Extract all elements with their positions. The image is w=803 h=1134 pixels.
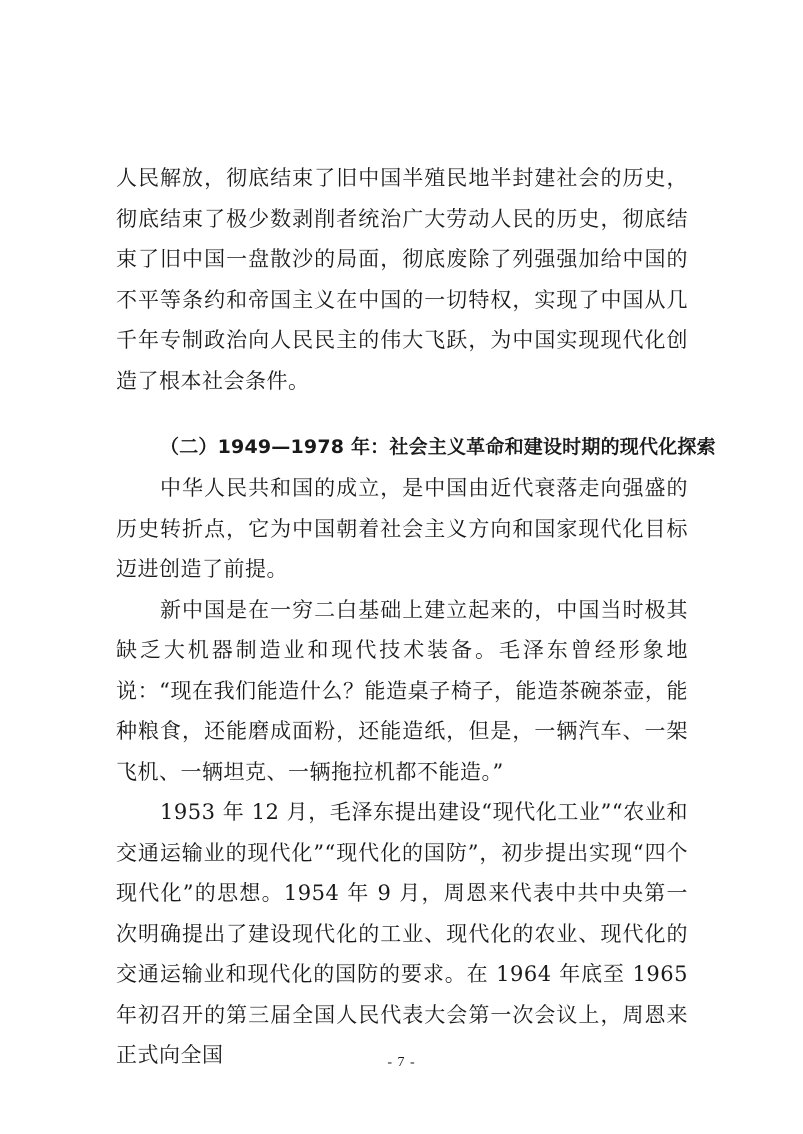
paragraph-prc-founding: 中华人民共和国的成立，是中国由近代衰落走向强盛的历史转折点，它为中国朝着社会主义方向和国家现代化目标迈进创造了前提。 <box>116 476 688 581</box>
paragraph-four-modernizations: 1953 年 12 月，毛泽东提出建设“现代化工业”“农业和交通运输业的现代化”“现代化的国防”，初步提出实现“四个现代化”的思想。1954 年 9 月，周恩来代表中共中央第一次明确提出了建设现代化的工业、现代化的农业、现代化的交通运输业和现代化的国防的要求。在 1964 年底至 1965 年初召开的第三届全国人民代表大会第一次会议上，周恩来正式向全国 <box>116 800 688 1067</box>
page-number: - 7 - <box>387 1055 416 1070</box>
body-text-main <box>116 468 688 1076</box>
section-heading: （二）1949—1978 年：社会主义革命和建设时期的现代化探索 <box>160 436 716 458</box>
paragraph-mao-quote: 新中国是在一穷二白基础上建立起来的，中国当时极其缺乏大机器制造业和现代技术装备。毛泽东曾经形象地说：“现在我们能造什么？能造桌子椅子，能造茶碗茶壶，能种粮食，还能磨成面粉，还能造纸，但是，一辆汽车、一架飞机、一辆坦克、一辆拖拉机都不能造。” <box>116 597 688 784</box>
continued-paragraph: 人民解放，彻底结束了旧中国半殖民地半封建社会的历史，彻底结束了极少数剥削者统治广大劳动人民的历史，彻底结束了旧中国一盘散沙的局面，彻底废除了列强强加给中国的不平等条约和帝国主义在中国的一切特权，实现了中国从几千年专制政治向人民民主的伟大飞跃，为中国实现现代化创造了根本社会条件。 <box>116 166 688 393</box>
body-text-top <box>116 158 688 401</box>
